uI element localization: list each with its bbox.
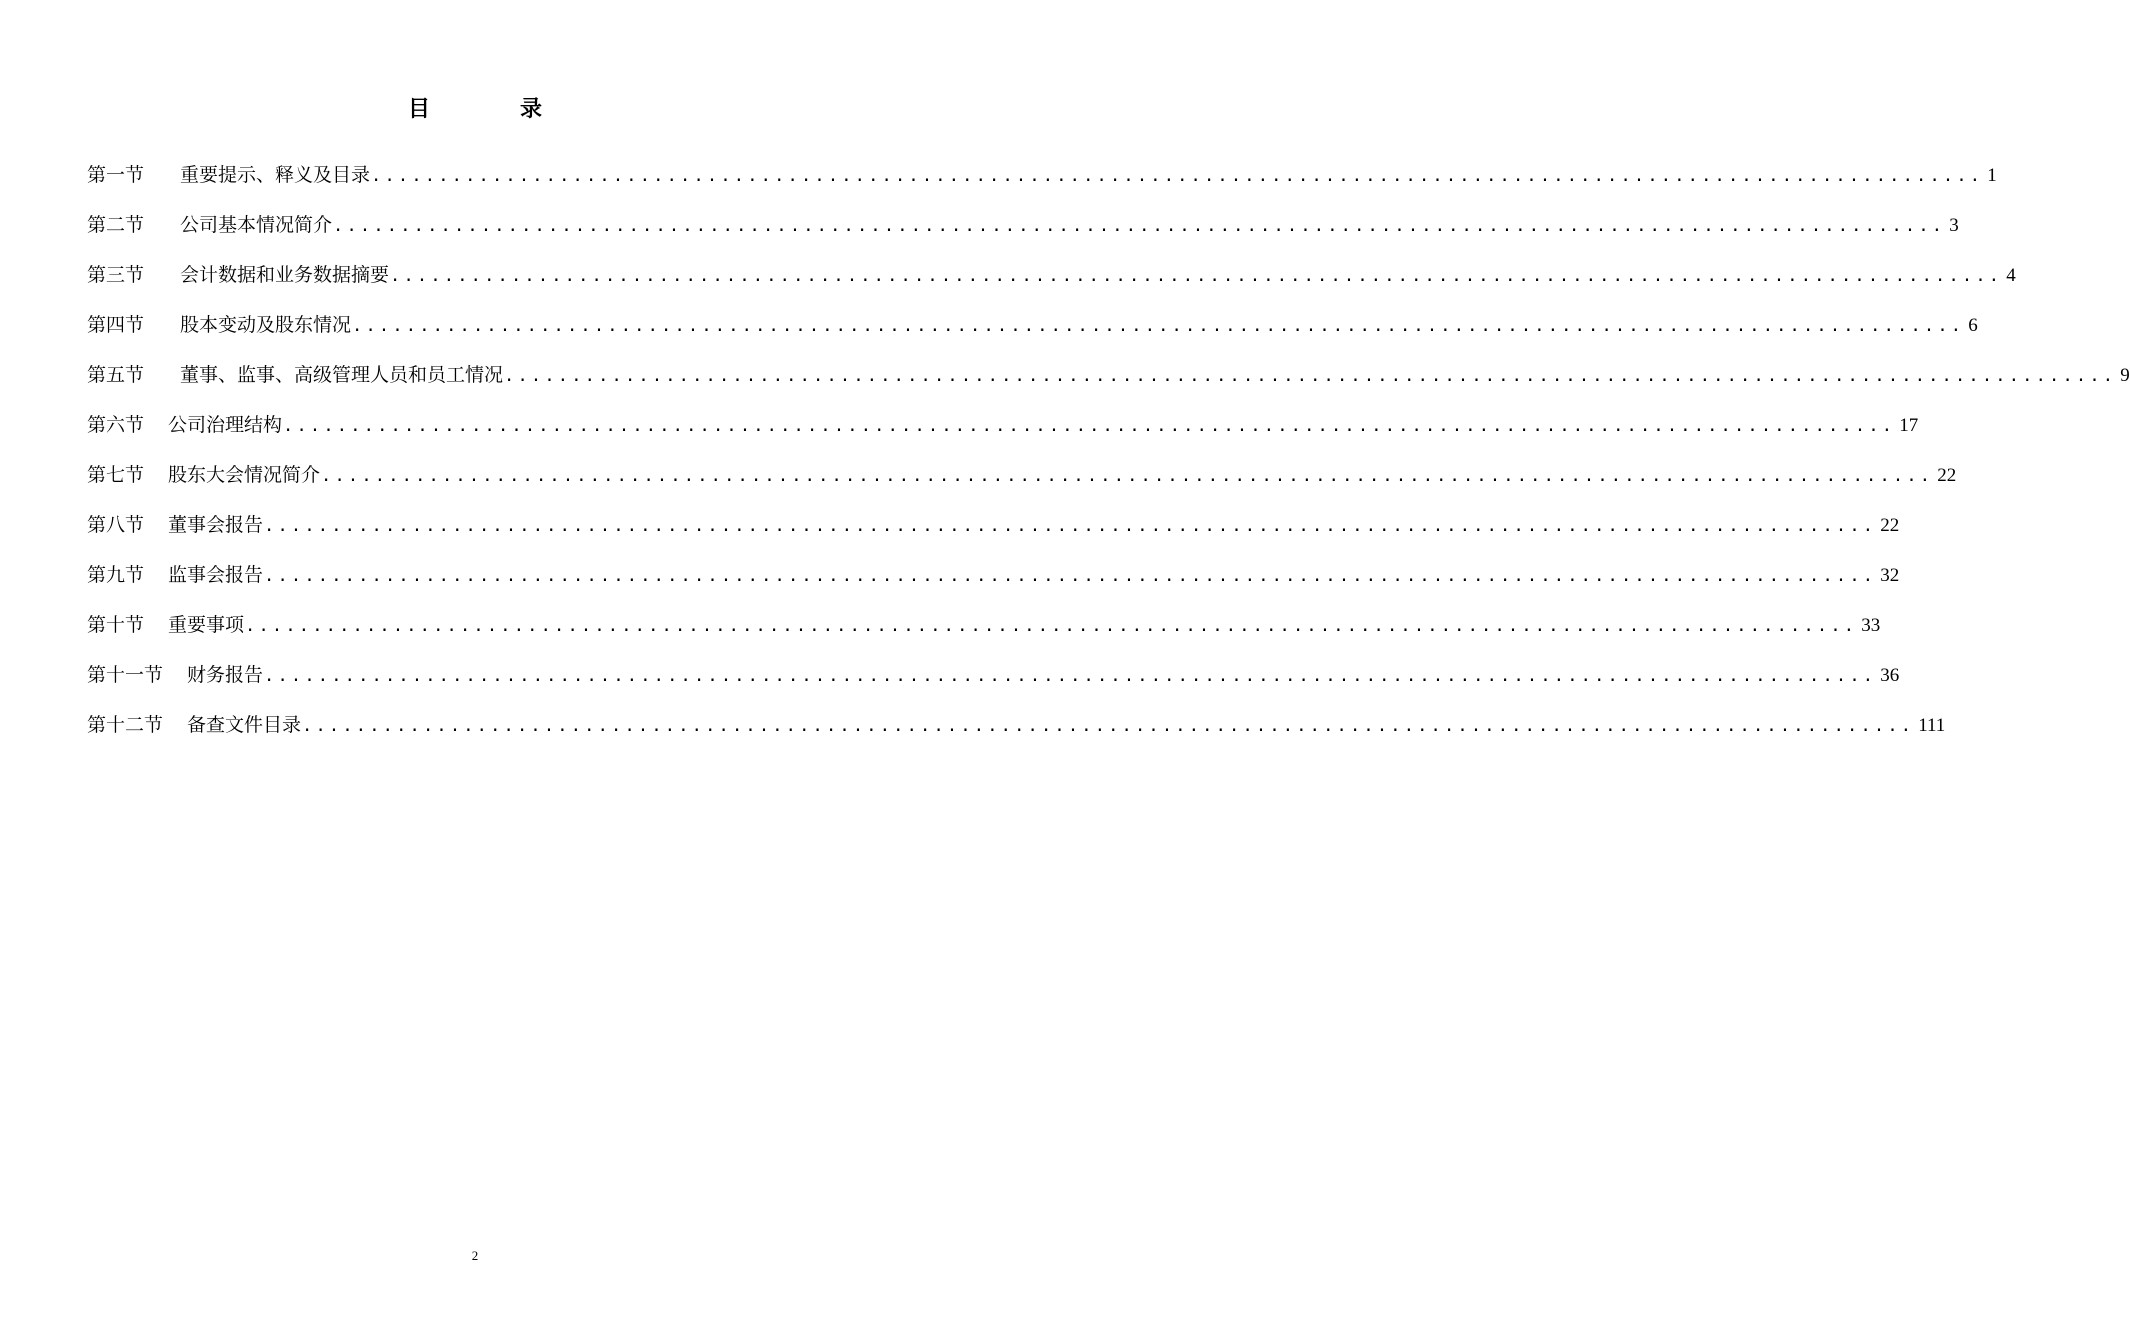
- toc-dot-leader: ........................................................................................................................: [283, 416, 1896, 436]
- toc-section-number: 第十节: [87, 614, 145, 636]
- toc-page-number: 3: [1949, 215, 1959, 236]
- toc-dot-leader: ........................................................................................................................: [333, 216, 1946, 236]
- toc-entry[interactable]: [87, 707, 1946, 757]
- toc-entry[interactable]: [87, 357, 2130, 407]
- toc-section-number: 第十一节: [87, 664, 164, 686]
- toc-entry[interactable]: [87, 207, 1959, 257]
- toc-section-title: 监事会报告: [168, 564, 264, 586]
- page-number: 2: [471, 1248, 479, 1263]
- toc-dot-leader: ........................................................................................................................: [264, 566, 1877, 586]
- toc-dot-leader: ........................................................................................................................: [302, 716, 1915, 736]
- toc-entry[interactable]: [87, 157, 1997, 207]
- toc-section-title: 公司基本情况简介: [180, 214, 333, 236]
- toc-section-number: 第四节: [87, 314, 145, 336]
- toc-entry[interactable]: [87, 657, 1900, 707]
- toc-dot-leader: ........................................................................................................................: [352, 316, 1965, 336]
- toc-entry[interactable]: [87, 307, 1978, 357]
- toc-section-title: 重要提示、释义及目录: [180, 164, 371, 186]
- toc-entry[interactable]: [87, 407, 1919, 457]
- toc-section-title: 重要事项: [168, 614, 245, 636]
- toc-page-number: 6: [1968, 315, 1978, 336]
- toc-dot-leader: ........................................................................................................................: [371, 166, 1984, 186]
- toc-section-number: 第九节: [87, 564, 145, 586]
- toc-page-number: 36: [1880, 665, 1900, 686]
- toc-page-number: 1: [1987, 165, 1997, 186]
- toc-section-title: 备查文件目录: [187, 714, 302, 736]
- toc-dot-leader: ........................................................................................................................: [390, 266, 2003, 286]
- toc-dot-leader: ........................................................................................................................: [264, 666, 1877, 686]
- toc-page-number: 33: [1861, 615, 1881, 636]
- toc-entry[interactable]: [87, 257, 2016, 307]
- toc-section-number: 第六节: [87, 414, 145, 436]
- toc-section-title: 董事、监事、高级管理人员和员工情况: [180, 364, 504, 386]
- toc-section-number: 第三节: [87, 264, 145, 286]
- toc-section-number: 第五节: [87, 364, 145, 386]
- toc-dot-leader: ........................................................................................................................: [321, 466, 1934, 486]
- toc-entry[interactable]: [87, 507, 1900, 557]
- toc-page-number: 32: [1880, 565, 1900, 586]
- toc-section-number: 第七节: [87, 464, 145, 486]
- toc-section-title: 财务报告: [187, 664, 264, 686]
- toc-section-number: 第八节: [87, 514, 145, 536]
- toc-section-title: 公司治理结构: [168, 414, 283, 436]
- toc-page-number: 17: [1899, 415, 1919, 436]
- toc-section-number: 第二节: [87, 214, 145, 236]
- toc-section-title: 股东大会情况简介: [168, 464, 321, 486]
- toc-dot-leader: ........................................................................................................................: [264, 516, 1877, 536]
- toc-dot-leader: ........................................................................................................................: [245, 616, 1858, 636]
- toc-page-number: 9: [2120, 365, 2130, 386]
- toc-section-title: 会计数据和业务数据摘要: [180, 264, 390, 286]
- toc-entry[interactable]: [87, 557, 1900, 607]
- toc-page-number: 111: [1918, 715, 1946, 736]
- toc-page-number: 22: [1880, 515, 1900, 536]
- table-of-contents: [87, 157, 2130, 757]
- toc-section-title: 股本变动及股东情况: [180, 314, 352, 336]
- toc-section-title: 董事会报告: [168, 514, 264, 536]
- toc-entry[interactable]: [87, 607, 1881, 657]
- toc-page-number: 4: [2006, 265, 2016, 286]
- toc-section-number: 第一节: [87, 164, 145, 186]
- toc-title: 目 录: [407, 97, 576, 122]
- toc-section-number: 第十二节: [87, 714, 164, 736]
- toc-entry[interactable]: [87, 457, 1957, 507]
- toc-page-number: 22: [1937, 465, 1957, 486]
- toc-dot-leader: ........................................................................................................................: [504, 366, 2117, 386]
